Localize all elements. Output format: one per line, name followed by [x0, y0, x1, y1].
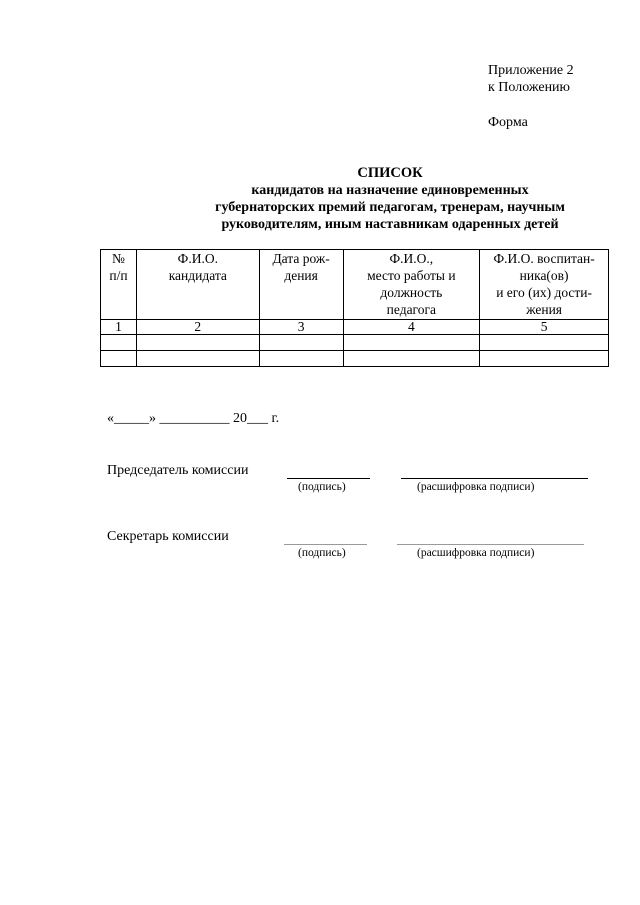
table-cell[interactable]: [259, 335, 343, 351]
table-cell[interactable]: [259, 351, 343, 367]
appendix-header: [488, 62, 574, 96]
column-number-4: 4: [343, 320, 480, 335]
header-number: № п/п: [101, 250, 137, 320]
candidates-table: [100, 249, 609, 367]
table-cell[interactable]: [136, 335, 259, 351]
date-line: «_____» __________ 20___ г.: [107, 411, 280, 426]
form-label: Форма: [488, 115, 528, 130]
table-row: [101, 335, 609, 351]
column-number-5: 5: [480, 320, 609, 335]
table-cell[interactable]: [343, 335, 480, 351]
secretary-signature-line[interactable]: [284, 544, 367, 545]
table-row: [101, 320, 609, 335]
title-line-2: губернаторских премий педагогам, тренерам, научным: [215, 200, 565, 215]
header-birth-date: Дата рож- дения: [259, 250, 343, 320]
column-number-3: 3: [259, 320, 343, 335]
title-line-3: руководителям, иным наставникам одаренных детей: [221, 217, 559, 232]
document-title: [150, 165, 630, 233]
table-cell[interactable]: [101, 351, 137, 367]
table-cell[interactable]: [480, 351, 609, 367]
chairman-signature-hint: (подпись): [298, 481, 346, 493]
table-cell[interactable]: [480, 335, 609, 351]
appendix-line-1: Приложение 2: [488, 63, 574, 78]
chairman-decoding-hint: (расшифровка подписи): [417, 481, 535, 493]
header-student-info: Ф.И.О. воспитан- ника(ов) и его (их) дости- жения: [480, 250, 609, 320]
chairman-label: Председатель комиссии: [107, 463, 249, 478]
table-cell[interactable]: [101, 335, 137, 351]
appendix-line-2: к Положению: [488, 80, 571, 95]
secretary-decoding-hint: (расшифровка подписи): [417, 547, 535, 559]
table-cell[interactable]: [136, 351, 259, 367]
column-number-2: 2: [136, 320, 259, 335]
title-line-1: кандидатов на назначение единовременных: [251, 183, 529, 198]
table-row: [101, 351, 609, 367]
column-number-1: 1: [101, 320, 137, 335]
secretary-signature-hint: (подпись): [298, 547, 346, 559]
header-teacher-info: Ф.И.О., место работы и должность педагога: [343, 250, 480, 320]
table-cell[interactable]: [343, 351, 480, 367]
header-candidate-name: Ф.И.О. кандидата: [136, 250, 259, 320]
chairman-signature-line[interactable]: [287, 478, 370, 479]
table-header-row: [101, 250, 609, 320]
secretary-decoding-line[interactable]: [397, 544, 584, 545]
chairman-decoding-line[interactable]: [401, 478, 588, 479]
title-main: СПИСОК: [357, 165, 423, 181]
secretary-label: Секретарь комиссии: [107, 529, 229, 544]
